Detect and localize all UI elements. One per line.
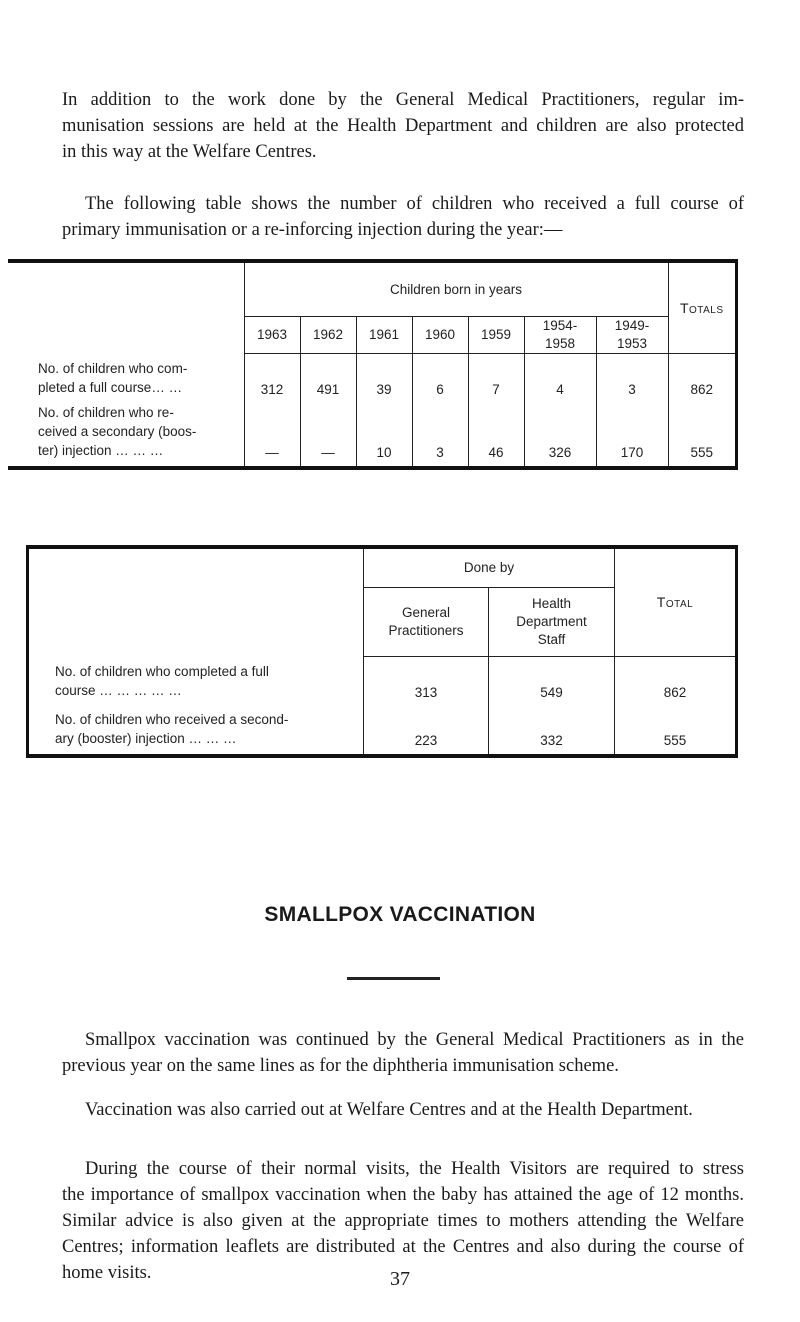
data-cell: 326 <box>524 403 596 468</box>
data-cell: 332 <box>489 706 615 756</box>
row-label: No. of children who received a second- ary (booster) injection … … … <box>55 712 289 746</box>
text-line: Similar advice is also given at the appropriate times to mothers attending the Welfare <box>62 1211 744 1231</box>
corner-cell <box>8 261 244 353</box>
col-header-gp: General Practitioners <box>364 587 489 656</box>
totals-header-text: Totals <box>679 299 724 316</box>
data-cell: 39 <box>356 353 412 403</box>
data-cell: 3 <box>412 403 468 468</box>
data-cell: 10 <box>356 403 412 468</box>
total-cell: 862 <box>668 353 737 403</box>
year-column-header: 1949- 1953 <box>596 316 668 353</box>
total-cell: 862 <box>615 656 737 706</box>
year-column-header: 1963 <box>244 316 300 353</box>
text-line: primary immunisation or a re-inforcing injection during the year:— <box>62 220 563 240</box>
heading-rule <box>347 977 440 980</box>
immunisation-by-provider-table <box>26 545 738 758</box>
group-header-text: Done by <box>463 560 515 576</box>
immunisation-by-year-table <box>8 259 738 470</box>
totals-header <box>668 261 737 353</box>
table-row <box>8 353 737 403</box>
data-cell: — <box>244 403 300 468</box>
page-number: 37 <box>390 1268 410 1290</box>
data-cell: 223 <box>364 706 489 756</box>
data-cell: — <box>300 403 356 468</box>
table-row <box>28 706 737 756</box>
total-cell: 555 <box>668 403 737 468</box>
text-line: The following table shows the number of children who received a full course of <box>85 194 744 214</box>
year-column-header: 1954- 1958 <box>524 316 596 353</box>
col-header-health-dept: Health Department Staff <box>489 587 615 656</box>
total-header-text: Total <box>656 594 694 611</box>
data-cell: 4 <box>524 353 596 403</box>
year-column-header: 1959 <box>468 316 524 353</box>
text-line: Smallpox vaccination was continued by the General Medical Practitioners as in the <box>85 1030 744 1050</box>
data-cell: 46 <box>468 403 524 468</box>
smallpox-paragraph-1 <box>62 1027 744 1079</box>
text-line: Centres; information leaflets are distributed at the Centres and also during the course of <box>62 1237 744 1257</box>
data-cell: 7 <box>468 353 524 403</box>
total-cell: 555 <box>615 706 737 756</box>
intro-paragraph-2 <box>62 191 744 243</box>
group-header <box>364 547 615 587</box>
section-heading: SMALLPOX VACCINATION <box>264 903 536 926</box>
text-line: During the course of their normal visits, the Health Visitors are required to stress <box>85 1159 744 1179</box>
year-column-header: 1962 <box>300 316 356 353</box>
row-label: No. of children who com- pleted a full course… … <box>38 361 188 395</box>
table-row <box>8 403 737 468</box>
row-label: No. of children who re- ceived a secondary (boos- ter) injection … … … <box>38 405 197 458</box>
data-cell: 6 <box>412 353 468 403</box>
intro-paragraph-1 <box>62 87 744 165</box>
smallpox-paragraph-2 <box>85 1097 749 1123</box>
smallpox-paragraph-3 <box>62 1156 744 1286</box>
text-line: the importance of smallpox vaccination when the baby has attained the age of 12 months. <box>62 1185 744 1205</box>
text-line: home visits. <box>62 1263 152 1283</box>
data-cell: 549 <box>489 656 615 706</box>
text-line: previous year on the same lines as for the diphtheria immunisation scheme. <box>62 1056 619 1076</box>
data-cell: 3 <box>596 353 668 403</box>
text-line: Vaccination was also carried out at Welfare Centres and at the Health Department. <box>85 1100 693 1120</box>
data-cell: 170 <box>596 403 668 468</box>
total-header <box>615 547 737 656</box>
data-cell: 312 <box>244 353 300 403</box>
text-line: in this way at the Welfare Centres. <box>62 142 317 162</box>
data-cell: 313 <box>364 656 489 706</box>
group-header: Children born in years <box>244 261 668 316</box>
corner-cell <box>28 547 364 656</box>
table-row <box>28 656 737 706</box>
year-column-header: 1961 <box>356 316 412 353</box>
text-line: In addition to the work done by the General Medical Practitioners, regular im- <box>62 90 744 110</box>
text-line: munisation sessions are held at the Health Department and children are also protected <box>62 116 744 136</box>
row-label: No. of children who completed a full course … … … … … <box>55 664 269 698</box>
data-cell: 491 <box>300 353 356 403</box>
year-column-header: 1960 <box>412 316 468 353</box>
